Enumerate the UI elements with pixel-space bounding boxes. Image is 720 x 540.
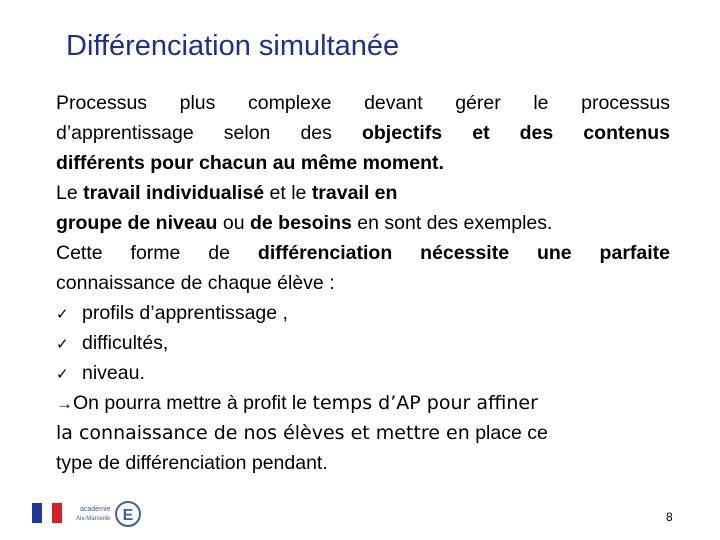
arrow-right-icon: → — [56, 394, 73, 413]
checklist-item: ✓ niveau. — [56, 358, 670, 388]
flag-red — [52, 503, 62, 523]
paragraph-3-line-1: Cette forme de différenciation nécessite une parfaite — [56, 242, 670, 264]
academie-logo — [32, 500, 142, 528]
check-icon: ✓ — [56, 366, 69, 383]
conclusion-line-3: type de différenciation pendant. — [56, 452, 328, 474]
paragraph-2-line-1: Le travail individualisé et le travail en — [56, 182, 398, 204]
paragraph-1-line-2: d’apprentissage selon des objectifs et des contenus — [56, 122, 670, 144]
flag-blue — [32, 503, 42, 523]
logo-text-1: académie — [80, 506, 111, 513]
page-number: 8 — [666, 510, 673, 524]
slide-title: Différenciation simultanée — [66, 30, 400, 62]
logo-letter: E — [122, 507, 134, 524]
conclusion-line-1: →On pourra mettre à profit le temps d’AP pour affiner — [56, 392, 538, 414]
conclusion-line-2: la connaissance de nos élèves et mettre en place ce — [56, 422, 548, 444]
check-icon: ✓ — [56, 336, 69, 353]
paragraph-2-line-2: groupe de niveau ou de besoins en sont des exemples. — [56, 212, 553, 234]
paragraph-3-line-2: connaissance de chaque élève : — [56, 272, 335, 294]
checklist-item: ✓ profils d’apprentissage , — [56, 298, 670, 328]
paragraph-1-line-3: différents pour chacun au même moment. — [56, 152, 444, 174]
logo-text-2: Aix-Marseille — [76, 516, 111, 522]
check-icon: ✓ — [56, 306, 69, 323]
paragraph-1-line-1: Processus plus complexe devant gérer le processus — [56, 92, 670, 114]
checklist-item: ✓ difficultés, — [56, 328, 670, 358]
slide-body — [56, 88, 670, 478]
